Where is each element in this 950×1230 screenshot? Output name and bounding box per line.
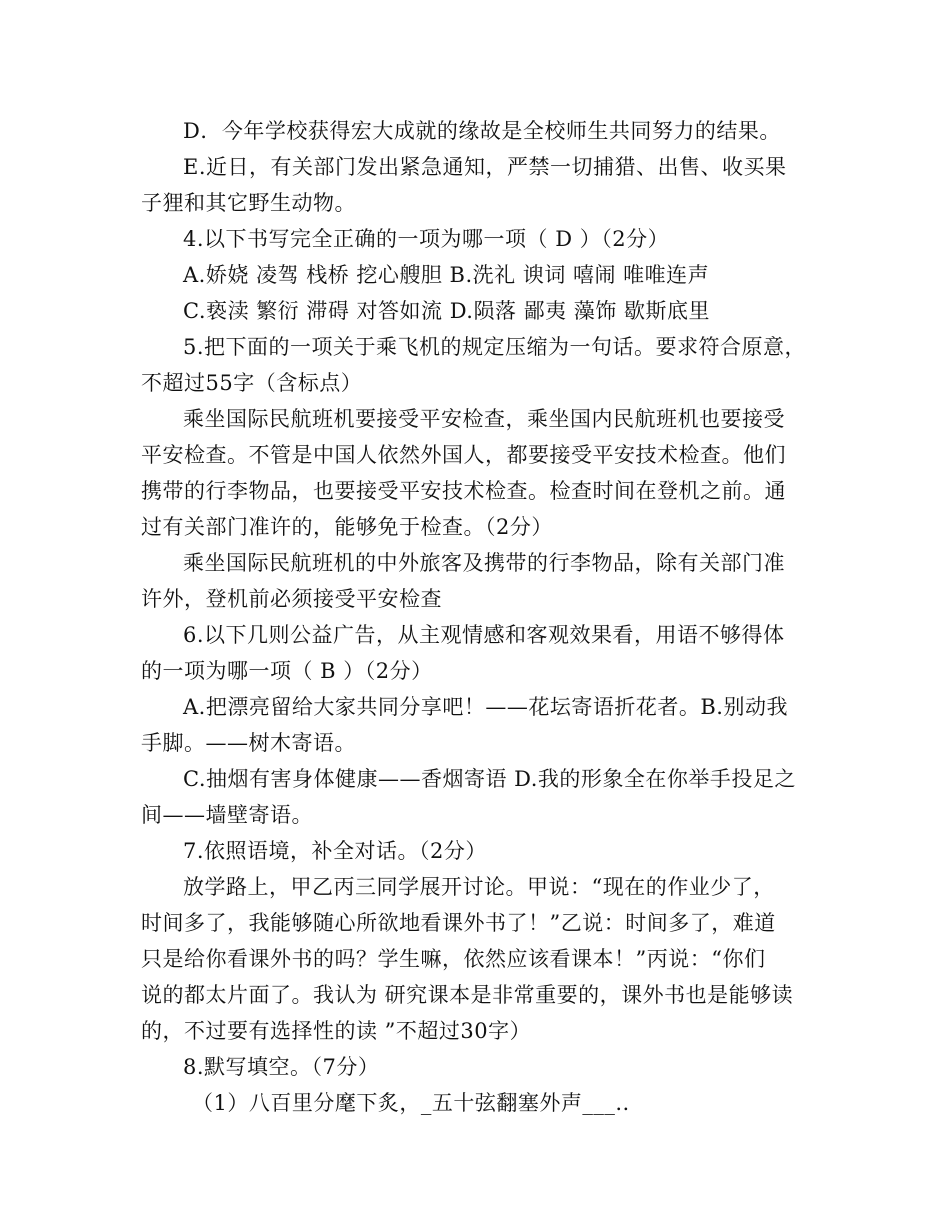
passage-line: 平安检查。不管是中国人依然外国人，都要接受平安技术检查。他们 xyxy=(141,443,786,467)
dialogue-line: 说的都太片面了。我认为 研究课本是非常重要的，课外书也是能够读 xyxy=(141,983,794,1007)
answer-line: 乘坐国际民航班机的中外旅客及携带的行李物品，除有关部门准 xyxy=(183,551,785,575)
option-line: C.亵渎 繁衍 滞碍 对答如流 D.陨落 鄙夷 藻饰 歇斯底里 xyxy=(183,299,710,323)
passage-line: 过有关部门准许的，能够免于检查。（2分） xyxy=(141,515,553,539)
text-line: 不超过55字（含标点） xyxy=(141,371,363,395)
question-4: 4.以下书写完全正确的一项为哪一项（ D ）（2分） xyxy=(183,227,670,251)
option-line: 间——墙壁寄语。 xyxy=(141,803,313,827)
option-line: A.娇娆 凌驾 栈桥 挖心艘胆 B.洗礼 谀词 嘻闹 唯唯连声 xyxy=(183,263,710,287)
text-line: E.近日，有关部门发出紧急通知，严禁一切捕猎、出售、收买果 xyxy=(183,155,787,179)
dialogue-line: 放学路上，甲乙丙三同学展开讨论。甲说：“现在的作业少了， xyxy=(183,875,775,899)
option-line: A.把漂亮留给大家共同分享吧！——花坛寄语折花者。B.别动我 xyxy=(183,695,788,719)
option-line: 手脚。——树木寄语。 xyxy=(141,731,356,755)
passage-line: 携带的行李物品，也要接受平安技术检查。检查时间在登机之前。通 xyxy=(141,479,786,503)
question-5: 5.把下面的一项关于乘飞机的规定压缩为一句话。要求符合原意， xyxy=(183,335,807,359)
text-line: 的一项为哪一项（ B ）（2分） xyxy=(141,659,433,683)
question-6: 6.以下几则公益广告，从主观情感和客观效果看，用语不够得体 xyxy=(183,623,785,647)
answer-line: 许外，登机前必须接受平安检查 xyxy=(141,587,442,611)
text-line: 子狸和其它野生动物。 xyxy=(141,191,356,215)
text-line: D．今年学校获得宏大成就的缘故是全校师生共同努力的结果。 xyxy=(183,119,781,143)
option-line: C.抽烟有害身体健康——香烟寄语 D.我的形象全在你举手投足之 xyxy=(183,767,796,791)
dialogue-line: 时间多了，我能够随心所欲地看课外书了！”乙说：时间多了，难道 xyxy=(141,911,776,935)
fill-blank-line: （1）八百里分麾下炙，_五十弦翻塞外声___.. xyxy=(192,1091,630,1115)
dialogue-line: 只是给你看课外书的吗？学生嘛，依然应该看课本！”丙说：“你们 xyxy=(141,947,766,971)
passage-line: 乘坐国际民航班机要接受平安检查，乘坐国内民航班机也要接受 xyxy=(183,407,785,431)
question-8: 8.默写填空。（7分） xyxy=(183,1055,380,1079)
dialogue-line: 的，不过要有选择性的读 ”不超过30字） xyxy=(141,1019,532,1043)
question-7: 7.依照语境，补全对话。（2分） xyxy=(183,839,487,863)
